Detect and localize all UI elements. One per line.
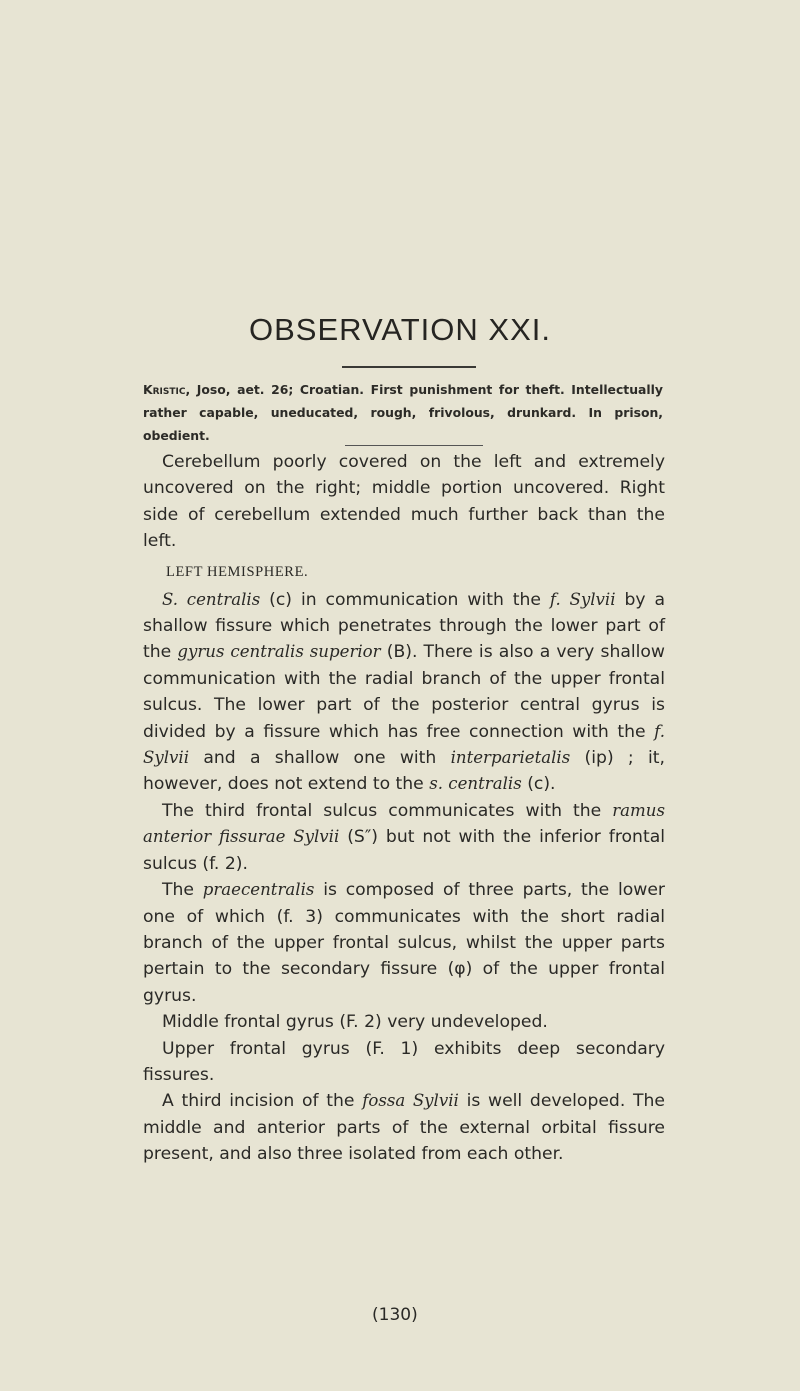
paragraph-centralis: S. centralis (c) in communication with the f. Sylvii by a shallow fissure which penetrates through the lower part of the gyrus centralis superior (B). There is also a very shallow communication with the radial branch of the upper frontal sulcus. The lower part of the posterior central gyrus is divided by a fissure which has free connection with the f. Sylvii and a shallow one with interparietalis (ip) ; it, however, does not extend to the s. centralis (c). xyxy=(143,589,666,795)
observation-body xyxy=(143,449,665,1168)
case-description: , Joso, aet. 26; Croatian. First punishment for theft. Intellectually rather capable, uneducated, rough, frivolous, drunkard. In prison, obedient. xyxy=(143,382,663,443)
section-heading: LEFT HEMISPHERE. xyxy=(166,563,309,580)
paragraph-middle-frontal: Middle frontal gyrus (F. 2) very undeveloped. xyxy=(162,1012,548,1033)
paragraph-third-frontal: The third frontal sulcus communicates with the ramus anterior fissurae Sylvii (S″) but not with the inferior frontal sulcus (f. 2). xyxy=(143,800,665,874)
paragraph-upper-frontal: Upper frontal gyrus (F. 1) exhibits deep secondary fissures. xyxy=(143,1038,665,1085)
intro-paragraph: Cerebellum poorly covered on the left and extremely uncovered on the right; middle portion uncovered. Right side of cerebellum extended much further back than the left. xyxy=(143,452,665,552)
paragraph-praecentralis: The praecentralis is composed of three parts, the lower one of which (f. 3) communicates with the short radial branch of the upper frontal sulcus, whilst the upper parts pertain to the secondary fissure (φ) of the upper frontal gyrus. xyxy=(143,880,665,1006)
subject-name: Kristic xyxy=(143,382,186,397)
header-divider xyxy=(345,445,483,446)
case-header xyxy=(143,378,663,447)
paragraph-fossa-sylvii: A third incision of the fossa Sylvii is well developed. The middle and anterior parts of the external orbital fissure present, and also three isolated from each other. xyxy=(143,1091,665,1165)
title-divider xyxy=(342,366,476,368)
page-number: (130) xyxy=(372,1305,418,1325)
page-title: OBSERVATION XXI. xyxy=(249,312,551,347)
